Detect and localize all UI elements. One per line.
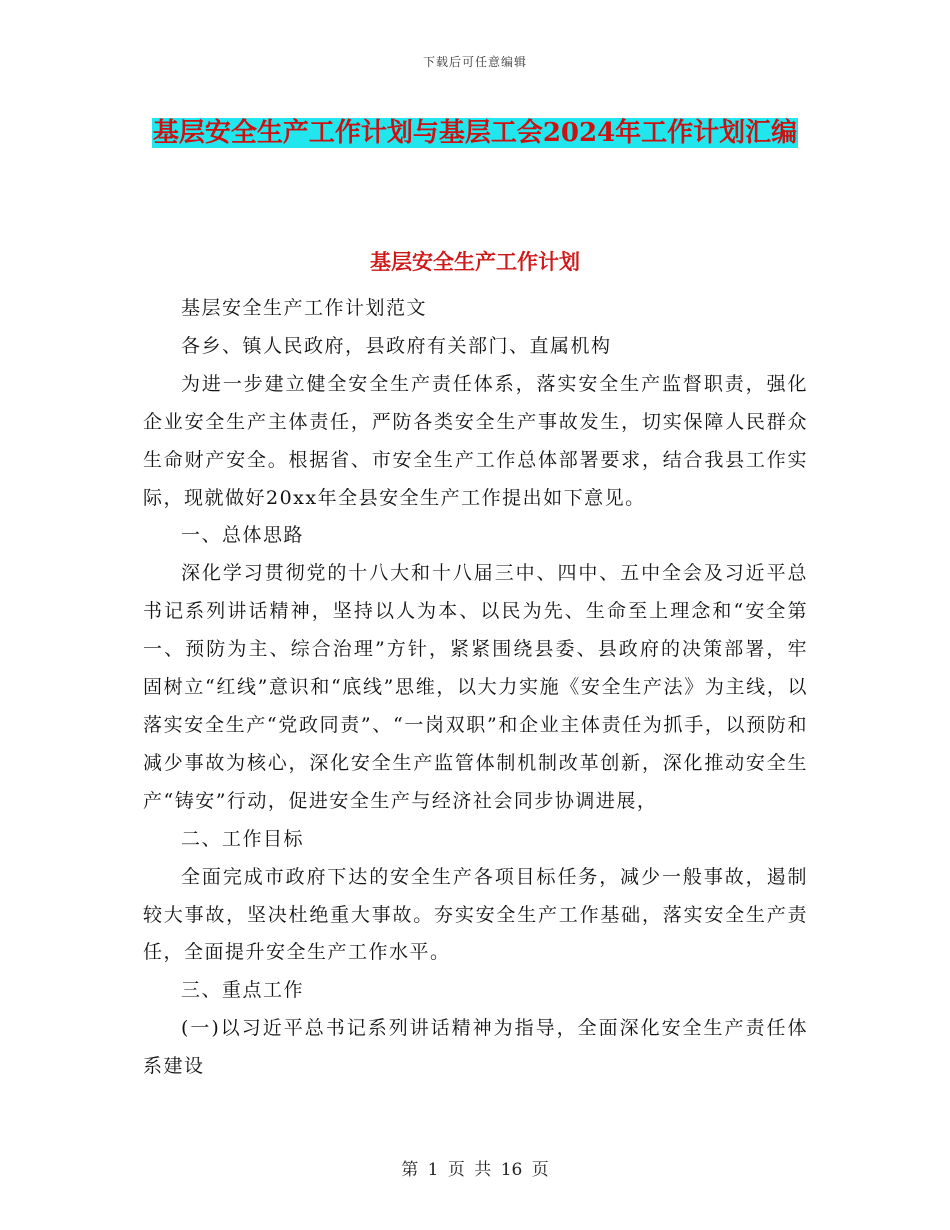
paragraph-addressee: 各乡、镇人民政府，县政府有关部门、直属机构 — [181, 334, 612, 357]
document-title — [140, 110, 810, 157]
section-title: 基层安全生产工作计划 — [370, 249, 580, 274]
page-footer: 第 1 页 共 16 页 — [401, 1160, 549, 1180]
document-body — [143, 290, 808, 1086]
heading-work-goals: 二、工作目标 — [181, 827, 305, 850]
document-title-text: 基层安全生产工作计划与基层工会2024年工作计划汇编 — [152, 118, 798, 148]
heading-key-work: 三、重点工作 — [181, 979, 305, 1002]
paragraph-overall-approach: 深化学习贯彻党的十八大和十八届三中、四中、五中全会及习近平总书记系列讲话精神，坚持以人为本、以民为先、生命至上理念和“安全第一、预防为主、综合治理”方针，紧紧围绕县委、县政府的决策部署，牢固树立“红线”意识和“底线”思维，以大力实施《安全生产法》为主线，以落实安全生产“党政同责”、“一岗双职”和企业主体责任为抓手，以预防和减少事故为核心，深化安全生产监管体制机制改革创新，深化推动安全生产“铸安”行动，促进安全生产与经济社会同步协调进展， — [143, 562, 808, 812]
paragraph-work-goals: 全面完成市政府下达的安全生产各项目标任务，减少一般事故，遏制较大事故，坚决杜绝重大事故。夯实安全生产工作基础，落实安全生产责任，全面提升安全生产工作水平。 — [143, 865, 808, 964]
paragraph-key-work-1: (一)以习近平总书记系列讲话精神为指导，全面深化安全生产责任体系建设 — [143, 1017, 808, 1078]
paragraph-subtitle: 基层安全生产工作计划范文 — [181, 297, 428, 319]
header-note: 下载后可任意编辑 — [422, 55, 527, 69]
heading-overall-approach: 一、总体思路 — [181, 524, 305, 547]
paragraph-intro: 为进一步建立健全安全生产责任体系，落实安全生产监督职责，强化企业安全生产主体责任，严防各类安全生产事故发生，切实保障人民群众生命财产安全。根据省、市安全生产工作总体部署要求，结合我县工作实际，现就做好20xx年全县安全生产工作提出如下意见。 — [143, 372, 808, 509]
